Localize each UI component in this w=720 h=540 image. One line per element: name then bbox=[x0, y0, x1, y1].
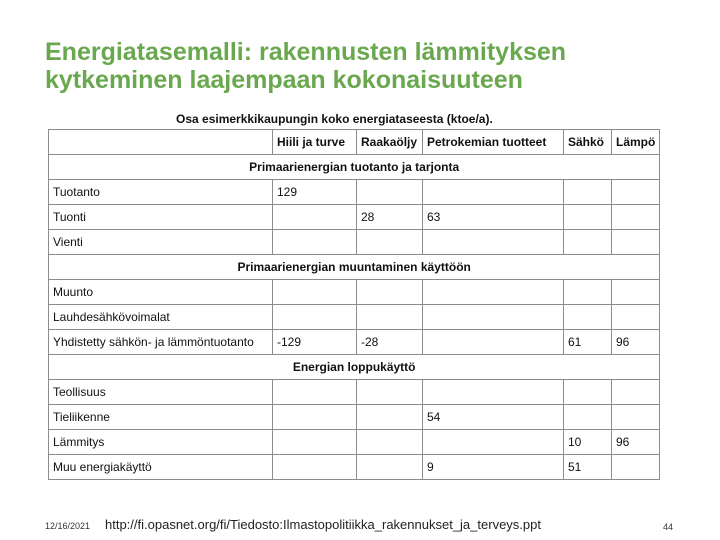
cell-coal-peat bbox=[273, 230, 357, 255]
header-cell-coal-peat: Hiili ja turve bbox=[273, 130, 357, 155]
cell-row-label: Yhdistetty sähkön- ja lämmöntuotanto bbox=[49, 330, 273, 355]
cell-petrochemicals: 9 bbox=[423, 455, 564, 480]
cell-coal-peat bbox=[273, 405, 357, 430]
footer-date: 12/16/2021 bbox=[45, 521, 91, 531]
table-row bbox=[49, 430, 660, 455]
cell-petrochemicals bbox=[423, 330, 564, 355]
cell-electricity bbox=[564, 205, 612, 230]
cell-crude-oil bbox=[357, 180, 423, 205]
cell-electricity: 51 bbox=[564, 455, 612, 480]
cell-coal-peat bbox=[273, 380, 357, 405]
cell-petrochemicals bbox=[423, 230, 564, 255]
cell-row-label: Tuonti bbox=[49, 205, 273, 230]
table-row bbox=[49, 330, 660, 355]
table-row bbox=[49, 455, 660, 480]
section-title: Primaarienergian muuntaminen käyttöön bbox=[49, 255, 660, 280]
section-header-row bbox=[49, 255, 660, 280]
cell-electricity: 61 bbox=[564, 330, 612, 355]
cell-heat bbox=[612, 280, 660, 305]
table-row bbox=[49, 280, 660, 305]
cell-row-label: Lämmitys bbox=[49, 430, 273, 455]
page-number: 44 bbox=[663, 522, 674, 532]
header-cell-electricity: Sähkö bbox=[564, 130, 612, 155]
cell-coal-peat bbox=[273, 455, 357, 480]
cell-row-label: Muu energiakäyttö bbox=[49, 455, 273, 480]
cell-heat bbox=[612, 380, 660, 405]
header-cell-corner bbox=[49, 130, 273, 155]
cell-coal-peat bbox=[273, 305, 357, 330]
cell-heat: 96 bbox=[612, 430, 660, 455]
cell-heat bbox=[612, 455, 660, 480]
cell-petrochemicals bbox=[423, 380, 564, 405]
section-header-row bbox=[49, 355, 660, 380]
cell-crude-oil: 28 bbox=[357, 205, 423, 230]
cell-petrochemicals: 54 bbox=[423, 405, 564, 430]
table-row bbox=[49, 180, 660, 205]
section-title: Primaarienergian tuotanto ja tarjonta bbox=[49, 155, 660, 180]
cell-heat bbox=[612, 205, 660, 230]
cell-coal-peat: 129 bbox=[273, 180, 357, 205]
cell-crude-oil bbox=[357, 230, 423, 255]
section-title: Energian loppukäyttö bbox=[49, 355, 660, 380]
cell-row-label: Lauhdesähkövoimalat bbox=[49, 305, 273, 330]
cell-row-label: Vienti bbox=[49, 230, 273, 255]
cell-crude-oil bbox=[357, 430, 423, 455]
cell-electricity bbox=[564, 405, 612, 430]
cell-coal-peat: -129 bbox=[273, 330, 357, 355]
cell-crude-oil bbox=[357, 380, 423, 405]
cell-row-label: Muunto bbox=[49, 280, 273, 305]
cell-petrochemicals bbox=[423, 280, 564, 305]
table-row bbox=[49, 405, 660, 430]
header-cell-petrochemicals: Petrokemian tuotteet bbox=[423, 130, 564, 155]
cell-heat bbox=[612, 230, 660, 255]
table-row bbox=[49, 305, 660, 330]
cell-electricity bbox=[564, 280, 612, 305]
table-row bbox=[49, 230, 660, 255]
table-row bbox=[49, 205, 660, 230]
cell-electricity bbox=[564, 180, 612, 205]
cell-crude-oil: -28 bbox=[357, 330, 423, 355]
cell-heat bbox=[612, 405, 660, 430]
cell-electricity bbox=[564, 380, 612, 405]
cell-row-label: Tuotanto bbox=[49, 180, 273, 205]
cell-heat bbox=[612, 180, 660, 205]
cell-coal-peat bbox=[273, 280, 357, 305]
table-caption: Osa esimerkkikaupungin koko energiataseesta (ktoe/a). bbox=[176, 112, 493, 126]
table-row bbox=[49, 380, 660, 405]
cell-electricity bbox=[564, 230, 612, 255]
section-header-row bbox=[49, 155, 660, 180]
footer-url[interactable]: http://fi.opasnet.org/fi/Tiedosto:Ilmastopolitiikka_rakennukset_ja_terveys.ppt bbox=[105, 517, 541, 532]
energy-balance-table bbox=[48, 129, 660, 480]
cell-coal-peat bbox=[273, 205, 357, 230]
cell-row-label: Tieliikenne bbox=[49, 405, 273, 430]
table-body bbox=[49, 130, 660, 480]
cell-row-label: Teollisuus bbox=[49, 380, 273, 405]
cell-petrochemicals: 63 bbox=[423, 205, 564, 230]
header-cell-heat: Lämpö bbox=[612, 130, 660, 155]
cell-petrochemicals bbox=[423, 180, 564, 205]
cell-petrochemicals bbox=[423, 430, 564, 455]
cell-heat bbox=[612, 305, 660, 330]
cell-crude-oil bbox=[357, 405, 423, 430]
cell-crude-oil bbox=[357, 280, 423, 305]
table-header-row bbox=[49, 130, 660, 155]
cell-electricity: 10 bbox=[564, 430, 612, 455]
cell-crude-oil bbox=[357, 305, 423, 330]
cell-petrochemicals bbox=[423, 305, 564, 330]
cell-crude-oil bbox=[357, 455, 423, 480]
cell-coal-peat bbox=[273, 430, 357, 455]
cell-electricity bbox=[564, 305, 612, 330]
slide-title: Energiatasemalli: rakennusten lämmityksen kytkeminen laajempaan kokonaisuuteen bbox=[45, 38, 567, 94]
header-cell-crude-oil: Raakaöljy bbox=[357, 130, 423, 155]
cell-heat: 96 bbox=[612, 330, 660, 355]
